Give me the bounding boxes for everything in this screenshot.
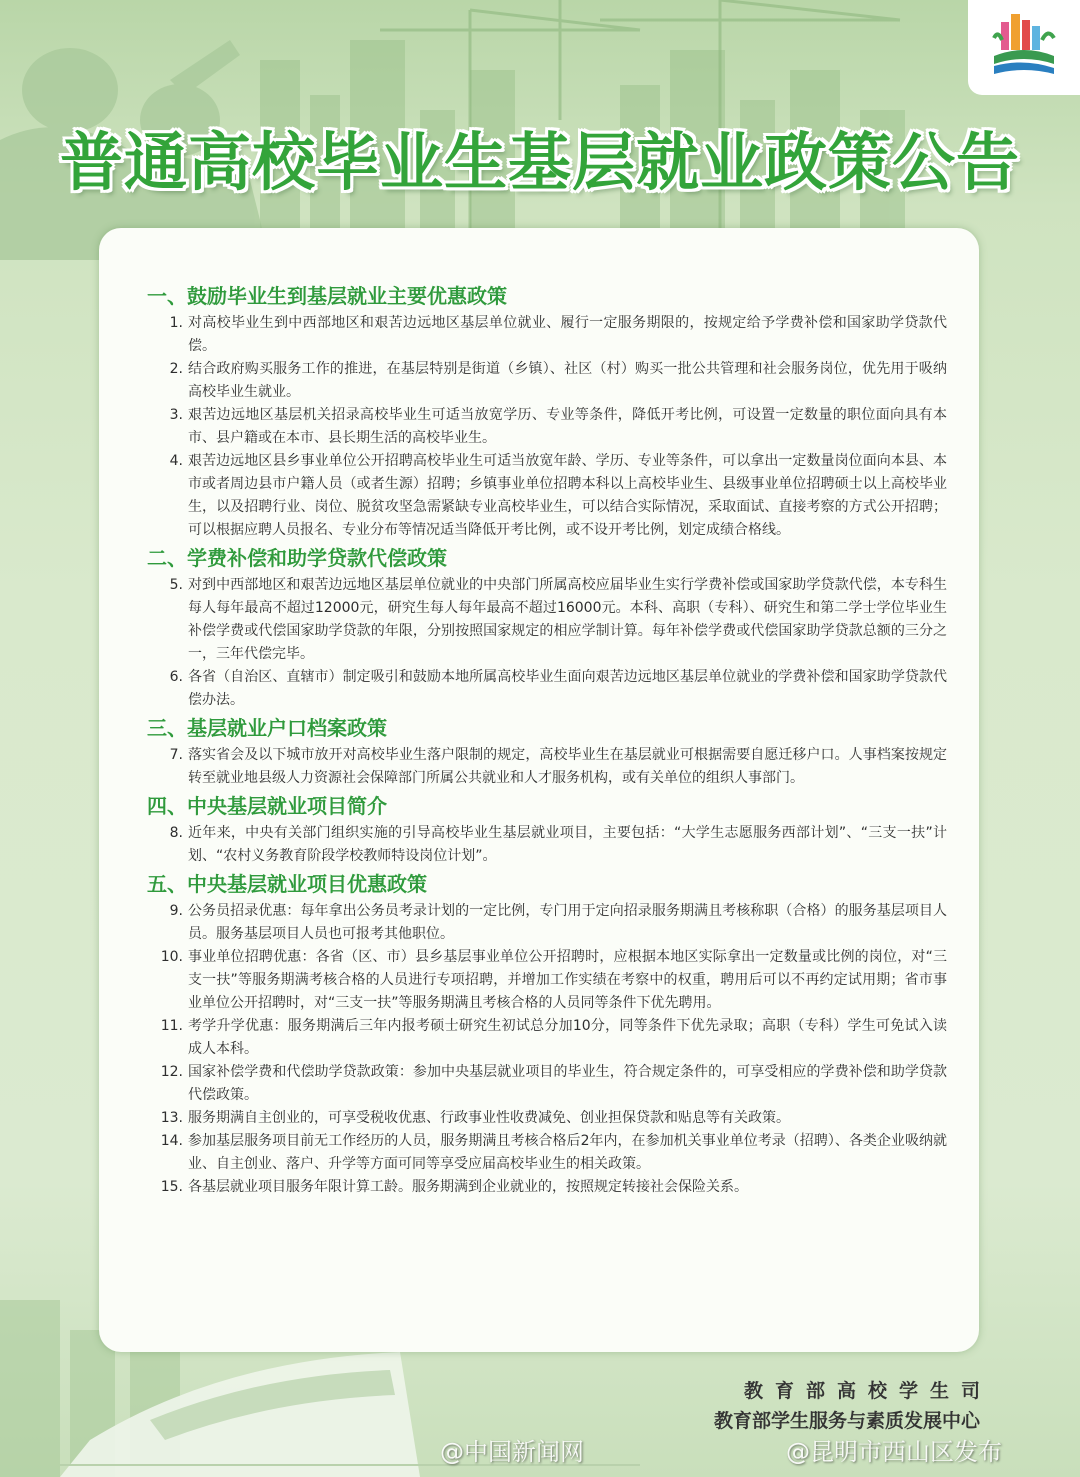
item-text: 参加基层服务项目前无工作经历的人员，服务期满且考核合格后2年内，在参加机关事业单位考录（招聘）、各类企业吸纳就业、自主创业、落户、升学等方面可同等享受应届高校毕业生的相关政策。: [188, 1133, 947, 1172]
item-text: 近年来，中央有关部门组织实施的引导高校毕业生基层就业项目，主要包括：“大学生志愿服务西部计划”、“三支一扶”计划、“农村义务教育阶段学校教师特设岗位计划”。: [188, 825, 947, 864]
section-4: [147, 790, 947, 868]
item-text: 对高校毕业生到中西部地区和艰苦边远地区基层单位就业、履行一定服务期限的，按规定给予学费补偿和国家助学贷款代偿。: [188, 315, 947, 354]
item-text: 落实省会及以下城市放开对高校毕业生落户限制的规定，高校毕业生在基层就业可根据需要自愿迁移户口。人事档案按规定转至就业地县级人力资源社会保障部门所属公共就业和人才服务机构，或有关单位的组织人事部门。: [188, 747, 947, 786]
issuer-block: [713, 1376, 992, 1436]
section-3: [147, 712, 947, 790]
section-1: [147, 280, 947, 542]
item-number: 15.: [160, 1179, 183, 1195]
list-item: [147, 946, 947, 1015]
item-number: 9.: [169, 903, 183, 919]
item-text: 结合政府购买服务工作的推进，在基层特别是街道（乡镇）、社区（村）购买一批公共管理和社会服务岗位，优先用于吸纳高校毕业生就业。: [188, 361, 947, 400]
item-number: 4.: [169, 453, 183, 469]
section-heading: 四、中央基层就业项目简介: [147, 794, 387, 818]
city-emblem-icon: [968, 0, 1080, 95]
list-item: [147, 574, 947, 666]
list-item: [147, 358, 947, 404]
issuer-org-2: 教育部学生服务与素质发展中心: [713, 1410, 980, 1432]
section-heading: 三、基层就业户口档案政策: [147, 716, 387, 740]
item-number: 8.: [169, 825, 183, 841]
list-item: [147, 1107, 947, 1130]
item-number: 7.: [169, 747, 183, 763]
item-text: 服务期满自主创业的，可享受税收优惠、行政事业性收费减免、创业担保贷款和贴息等有关政策。: [188, 1110, 790, 1126]
item-number: 14.: [160, 1133, 183, 1149]
item-text: 事业单位招聘优惠：各省（区、市）县乡基层事业单位公开招聘时，应根据本地区实际拿出一定数量或比例的岗位，对“三支一扶”等服务期满考核合格的人员进行专项招聘，并增加工作实绩在考察中的权重，聘用后可以不再约定试用期；省市事业单位公开招聘时，对“三支一扶”等服务期满且考核合格的人员同等条件下优先聘用。: [188, 949, 947, 1011]
item-text: 国家补偿学费和代偿助学贷款政策：参加中央基层就业项目的毕业生，符合规定条件的，可享受相应的学费补偿和助学贷款代偿政策。: [188, 1064, 947, 1103]
list-item: [147, 404, 947, 450]
item-text: 各省（自治区、直辖市）制定吸引和鼓励本地所属高校毕业生面向艰苦边远地区基层单位就业的学费补偿和国家助学贷款代偿办法。: [188, 669, 947, 708]
item-number: 10.: [160, 949, 183, 965]
item-text: 对到中西部地区和艰苦边远地区基层单位就业的中央部门所属高校应届毕业生实行学费补偿或国家助学贷款代偿，本专科生每人每年最高不超过12000元，研究生每人每年最高不超过16000元。本科、高职（专科）、研究生和第二学士学位毕业生补偿学费或代偿国家助学贷款的年限，分别按照国家规定的相应学制计算。每年补偿学费或代偿国家助学贷款总额的三分之一，三年代偿完毕。: [188, 577, 947, 662]
list-item: [147, 312, 947, 358]
item-text: 艰苦边远地区县乡事业单位公开招聘高校毕业生可适当放宽年龄、学历、专业等条件，可以拿出一定数量岗位面向本县、本市或者周边县市户籍人员（或者生源）招聘；乡镇事业单位招聘本科以上高校毕业生、县级事业单位招聘硕士以上高校毕业生，以及招聘行业、岗位、脱贫攻坚急需紧缺专业高校毕业生，可以结合实际情况，采取面试、直接考察的方式公开招聘；可以根据应聘人员报名、专业分布等情况适当降低开考比例，或不设开考比例，划定成绩合格线。: [188, 453, 947, 538]
list-item: [147, 450, 947, 542]
item-number: 6.: [169, 669, 183, 685]
list-item: [147, 1015, 947, 1061]
item-text: 考学升学优惠：服务期满后三年内报考硕士研究生初试总分加10分，同等条件下优先录取；高职（专科）学生可免试入读成人本科。: [188, 1018, 947, 1057]
section-heading: 五、中央基层就业项目优惠政策: [147, 872, 427, 896]
list-item: [147, 1130, 947, 1176]
item-text: 公务员招录优惠：每年拿出公务员考录计划的一定比例，专门用于定向招录服务期满且考核称职（合格）的服务基层项目人员。服务基层项目人员也可报考其他职位。: [188, 903, 947, 942]
item-number: 11.: [160, 1018, 183, 1034]
section-heading: 二、学费补偿和助学贷款代偿政策: [147, 546, 447, 570]
list-item: [147, 744, 947, 790]
watermark-right: @昆明市西山区发布: [786, 1438, 1002, 1466]
item-number: 3.: [169, 407, 183, 423]
list-item: [147, 1061, 947, 1107]
list-item: [147, 822, 947, 868]
list-item: [147, 1176, 947, 1199]
item-number: 2.: [169, 361, 183, 377]
section-heading: 一、鼓励毕业生到基层就业主要优惠政策: [147, 284, 507, 308]
policy-content: [147, 280, 947, 1199]
section-2: [147, 542, 947, 712]
poster-title: 普通高校毕业生基层就业政策公告: [60, 126, 1020, 199]
item-number: 5.: [169, 577, 183, 593]
item-text: 艰苦边远地区基层机关招录高校毕业生可适当放宽学历、专业等条件，降低开考比例，可设置一定数量的职位面向具有本市、县户籍或在本市、县长期生活的高校毕业生。: [188, 407, 947, 446]
item-text: 各基层就业项目服务年限计算工龄。服务期满到企业就业的，按照规定转接社会保险关系。: [188, 1179, 748, 1195]
item-number: 1.: [169, 315, 183, 331]
item-number: 12.: [160, 1064, 183, 1080]
logo: [968, 0, 1080, 95]
watermark-left: @中国新闻网: [440, 1438, 584, 1466]
section-5: [147, 868, 947, 1199]
issuer-org-1: 教育部高校学生司: [743, 1380, 992, 1402]
list-item: [147, 900, 947, 946]
item-number: 13.: [160, 1110, 183, 1126]
list-item: [147, 666, 947, 712]
